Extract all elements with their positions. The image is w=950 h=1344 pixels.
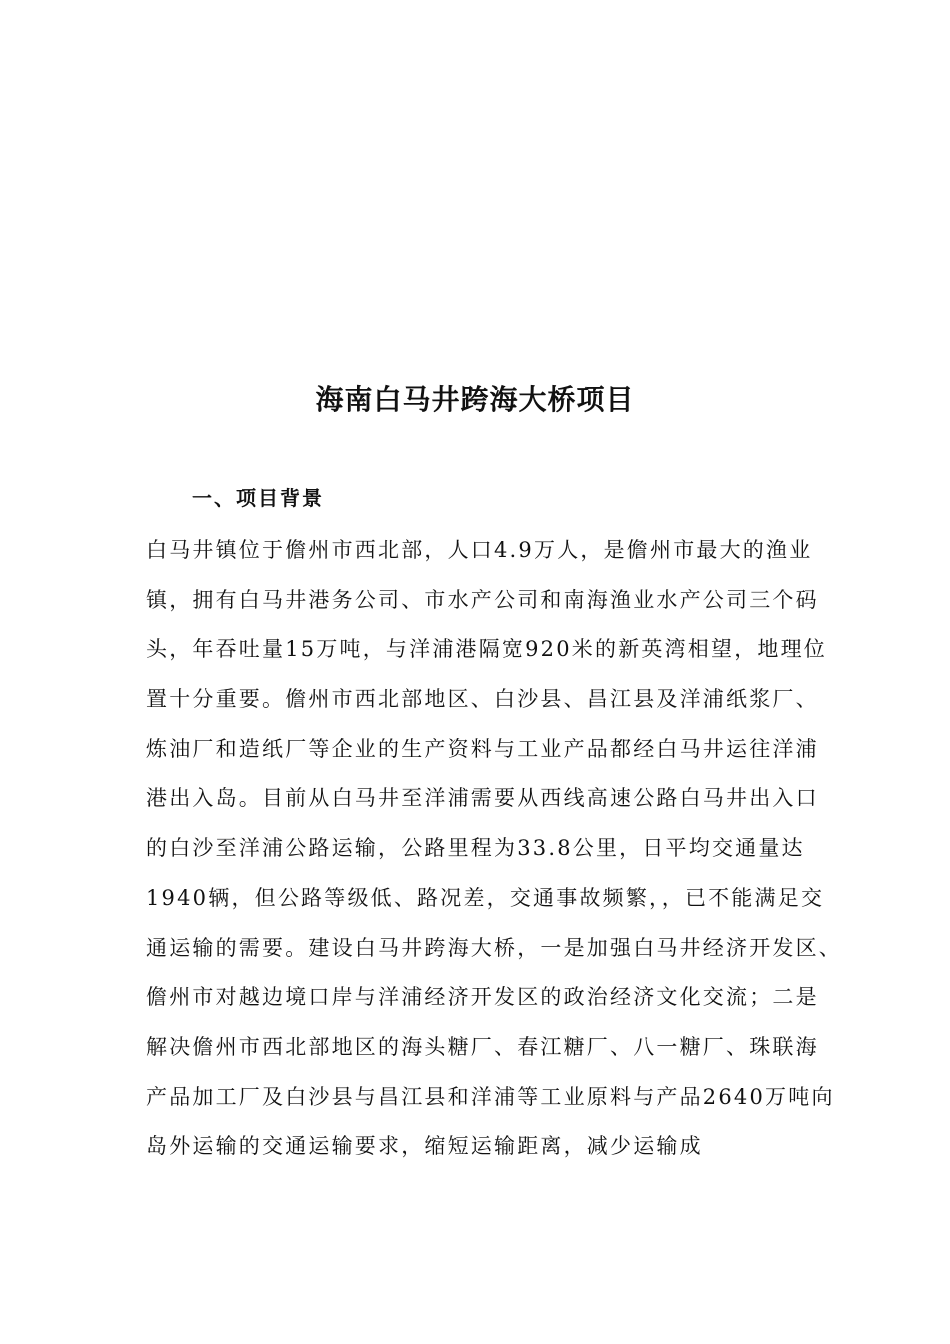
- body-line: 镇，拥有白马井港务公司、市水产公司和南海渔业水产公司三个码: [146, 587, 819, 612]
- body-line: 儋州市对越边境口岸与洋浦经济开发区的政治经济文化交流；二是: [146, 985, 819, 1010]
- body-line: 白马井镇位于儋州市西北部，人口4.9万人，是儋州市最大的渔业: [146, 538, 813, 562]
- body-line: 解决儋州市西北部地区的海头糖厂、春江糖厂、八一糖厂、珠联海: [146, 1034, 819, 1059]
- body-line: 产品加工厂及白沙县与昌江县和洋浦等工业原料与产品2640万吨向: [146, 1084, 835, 1109]
- body-line: 的白沙至洋浦公路运输，公路里程为33.8公里，日平均交通量达: [146, 836, 805, 861]
- body-line: 岛外运输的交通运输要求，缩短运输距离，减少运输成: [146, 1134, 703, 1159]
- document-title: 海南白马井跨海大桥项目: [315, 383, 635, 416]
- body-line: 置十分重要。儋州市西北部地区、白沙县、昌江县及洋浦纸浆厂、: [146, 687, 819, 712]
- body-line: 炼油厂和造纸厂等企业的生产资料与工业产品都经白马井运往洋浦: [146, 736, 819, 761]
- body-line: 头，年吞吐量15万吨，与洋浦港隔宽920米的新英湾相望，地理位: [146, 637, 828, 662]
- body-line: 通运输的需要。建设白马井跨海大桥，一是加强白马井经济开发区、: [146, 935, 842, 960]
- section-body: [146, 530, 846, 1176]
- body-line: 1940辆，但公路等级低、路况差，交通事故频繁，，已不能满足交: [146, 885, 825, 910]
- section-heading: 一、项目背景: [192, 486, 324, 510]
- body-line: 港出入岛。目前从白马井至洋浦需要从西线高速公路白马井出入口: [146, 786, 819, 811]
